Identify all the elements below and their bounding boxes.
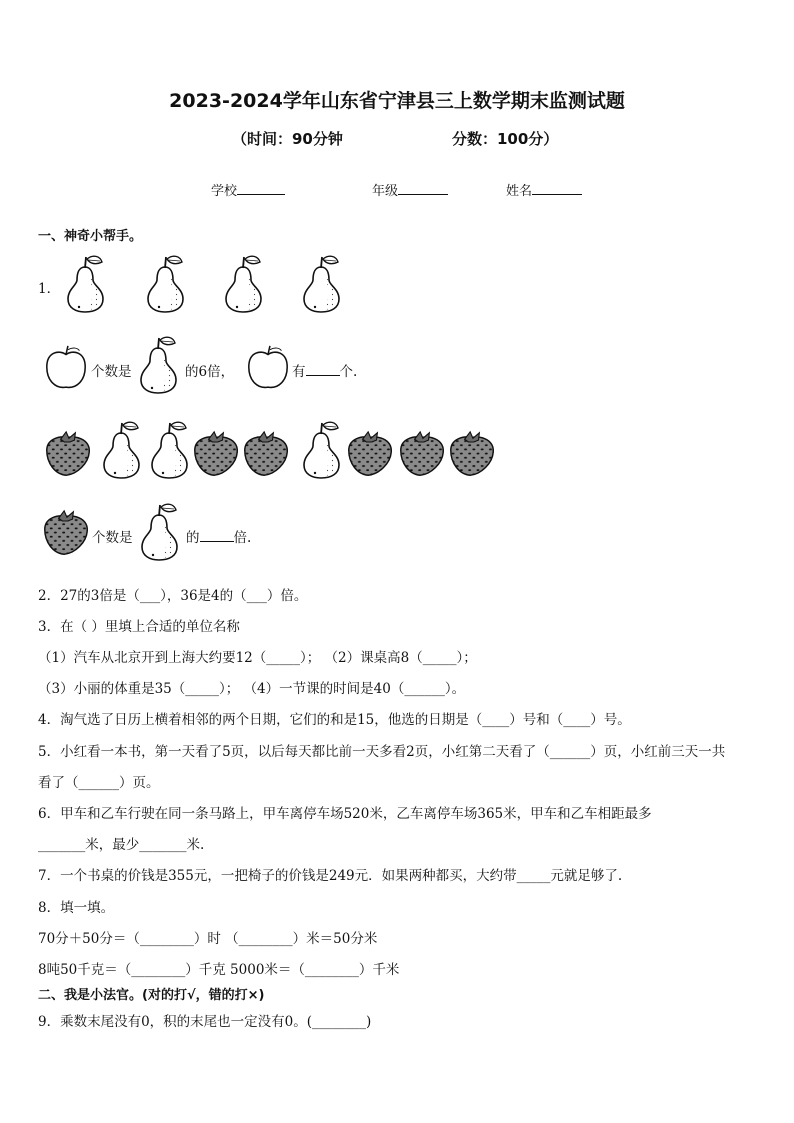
question-3-part-b: （3）小丽的体重是35（_____）； （4）一节课的时间是40（______）。 (38, 681, 466, 697)
strawberry-icon (190, 430, 242, 478)
q1-text: 的6倍， (185, 364, 235, 380)
question-6: 6．甲车和乙车行驶在同一条马路上，甲车离停车场520米，乙车离停车场365米，甲车和乙车相距最多 (38, 806, 652, 822)
answer-blank[interactable] (200, 529, 234, 542)
pear-icon (296, 252, 346, 314)
exam-score: 分数：100分） (452, 130, 559, 148)
strawberry-icon (42, 430, 94, 478)
pear-icon (144, 418, 194, 480)
strawberry-icon (240, 430, 292, 478)
q1-text: 有 个. (292, 364, 358, 380)
question-5-cont: 看了（______）页。 (38, 775, 160, 791)
pear-icon (218, 252, 268, 314)
question-8-row-1: 70分＋50分＝（________）时 （________）米＝50分米 (38, 931, 378, 947)
apple-icon (42, 343, 90, 391)
q1-text: 个数是 (91, 364, 132, 380)
field-grade: 年级 (372, 180, 448, 199)
strawberry-icon (396, 430, 448, 478)
section-2-heading: 二、我是小法官。(对的打√，错的打×) (38, 988, 265, 1003)
question-6-cont: _______米，最少_______米. (38, 837, 205, 853)
field-blank[interactable] (237, 182, 285, 195)
question-8: 8．填一填。 (38, 900, 115, 916)
question-3: 3．在（ ）里填上合适的单位名称 (38, 619, 240, 635)
page-title: 2023-2024学年山东省宁津县三上数学期末监测试题 (169, 90, 625, 112)
question-4: 4．淘气选了日历上横着相邻的两个日期，它们的和是15，他选的日期是（____）号和（____）号。 (38, 712, 631, 728)
pear-icon (60, 252, 110, 314)
q1-number: 1． (38, 281, 61, 297)
q1-text: 个数是 (92, 530, 133, 546)
question-5: 5．小红看一本书，第一天看了5页，以后每天都比前一天多看2页，小红第二天看了（______）页，小红前三天一共 (38, 744, 726, 760)
pear-icon (133, 333, 183, 395)
strawberry-icon (446, 430, 498, 478)
pear-icon (134, 500, 184, 562)
strawberry-icon (344, 430, 396, 478)
exam-time: （时间：90分钟 (232, 130, 343, 148)
pear-icon (296, 418, 346, 480)
question-2: 2．27的3倍是（___），36是4的（___）倍。 (38, 588, 308, 604)
question-9: 9．乘数末尾没有0，积的末尾也一定没有0。(________) (38, 1014, 372, 1030)
apple-icon (244, 343, 292, 391)
answer-blank[interactable] (306, 363, 340, 376)
pear-icon (140, 252, 190, 314)
question-7: 7．一个书桌的价钱是355元，一把椅子的价钱是249元．如果两种都买，大约带_____元就足够了. (38, 868, 623, 884)
strawberry-icon (40, 509, 92, 557)
q1-text: 的 倍. (186, 530, 252, 546)
field-blank[interactable] (398, 182, 448, 195)
field-blank[interactable] (532, 182, 582, 195)
pear-icon (96, 418, 146, 480)
field-name: 姓名 (506, 180, 582, 199)
section-1-heading: 一、神奇小帮手。 (38, 229, 143, 244)
question-8-row-2: 8吨50千克＝（________）千克 5000米＝（________）千米 (38, 962, 400, 978)
field-school: 学校 (211, 180, 285, 199)
question-3-part-a: （1）汽车从北京开到上海大约要12（_____）； （2）课桌高8（_____）； (38, 650, 477, 666)
